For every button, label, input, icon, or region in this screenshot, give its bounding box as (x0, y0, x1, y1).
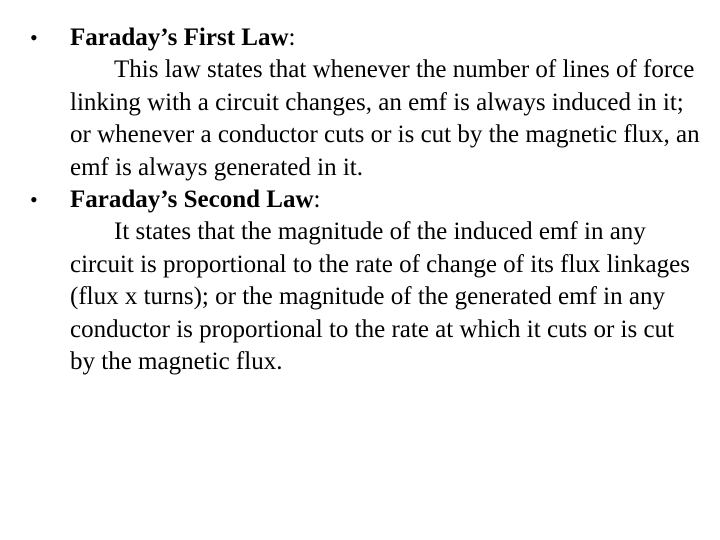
bullet-marker: • (30, 187, 38, 213)
bullet-list (28, 22, 700, 378)
bullet-first-law (28, 22, 700, 184)
law-title: Faraday’s First Law (70, 24, 289, 51)
law-heading (70, 22, 700, 54)
law-heading (70, 184, 700, 216)
law-description: This law states that whenever the number of lines of force linking with a circuit changes, an emf is always induced in it; or whenever a conductor cuts or is cut by the magnetic flux, an emf is always generated in it. (70, 56, 700, 181)
law-description: It states that the magnitude of the induced emf in any circuit is proportional to the rate of change of its flux linkages (flux x turns); or the magnitude of the generated emf in any conductor is proportional to the rate at which it cuts or is cut by the magnetic flux. (70, 218, 690, 376)
law-title: Faraday’s Second Law (70, 186, 314, 214)
bullet-marker: • (30, 25, 38, 50)
law-colon: : (313, 186, 321, 214)
bullet-second-law (28, 184, 700, 378)
law-colon: : (288, 24, 296, 51)
